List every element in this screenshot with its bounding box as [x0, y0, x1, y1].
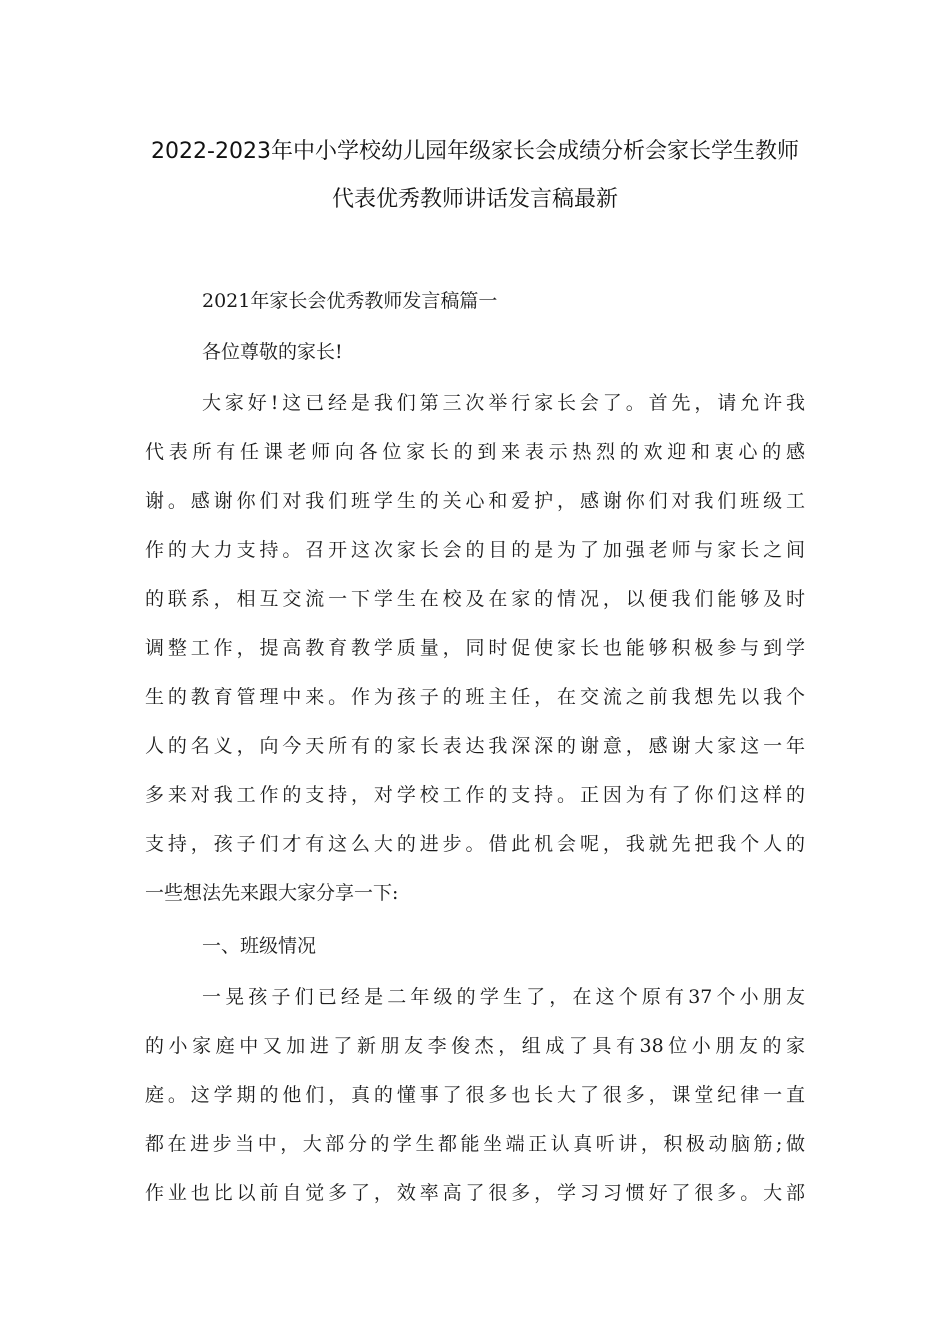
paragraph-line: 生的教育管理中来。作为孩子的班主任，在交流之前我想先以我个	[145, 686, 805, 708]
paragraph-line: 的联系，相互交流一下学生在校及在家的情况，以便我们能够及时	[145, 588, 805, 610]
paragraph-line: 作业也比以前自觉多了，效率高了很多，学习习惯好了很多。大部	[145, 1182, 805, 1204]
paragraph-line: 人的名义，向今天所有的家长表达我深深的谢意，感谢大家这一年	[145, 735, 805, 757]
section-heading: 2021年家长会优秀教师发言稿篇一	[202, 290, 498, 312]
document-title-line-2: 代表优秀教师讲话发言稿最新	[331, 187, 618, 212]
subheading: 一、班级情况	[202, 935, 317, 957]
paragraph-line: 都在进步当中，大部分的学生都能坐端正认真听讲，积极动脑筋;做	[145, 1133, 805, 1155]
paragraph-line: 代表所有任课老师向各位家长的到来表示热烈的欢迎和衷心的感	[145, 441, 805, 463]
paragraph-line: 的小家庭中又加进了新朋友李俊杰，组成了具有38位小朋友的家	[145, 1035, 805, 1057]
paragraph-line: 谢。感谢你们对我们班学生的关心和爱护，感谢你们对我们班级工	[145, 490, 805, 512]
paragraph-line: 调整工作，提高教育教学质量，同时促使家长也能够积极参与到学	[145, 637, 805, 659]
paragraph-line: 大家好!这已经是我们第三次举行家长会了。首先，请允许我	[202, 392, 805, 414]
document-title-line-1: 2022-2023年中小学校幼儿园年级家长会成绩分析会家长学生教师	[151, 139, 799, 164]
paragraph-line: 一晃孩子们已经是二年级的学生了，在这个原有37个小朋友	[202, 986, 805, 1008]
paragraph-line: 支持，孩子们才有这么大的进步。借此机会呢，我就先把我个人的	[145, 833, 805, 855]
paragraph-line: 作的大力支持。召开这次家长会的目的是为了加强老师与家长之间	[145, 539, 805, 561]
greeting: 各位尊敬的家长!	[202, 341, 343, 363]
paragraph-line: 一些想法先来跟大家分享一下:	[145, 882, 399, 904]
paragraph-line: 庭。这学期的他们，真的懂事了很多也长大了很多，课堂纪律一直	[145, 1084, 805, 1106]
paragraph-line: 多来对我工作的支持，对学校工作的支持。正因为有了你们这样的	[145, 784, 805, 806]
